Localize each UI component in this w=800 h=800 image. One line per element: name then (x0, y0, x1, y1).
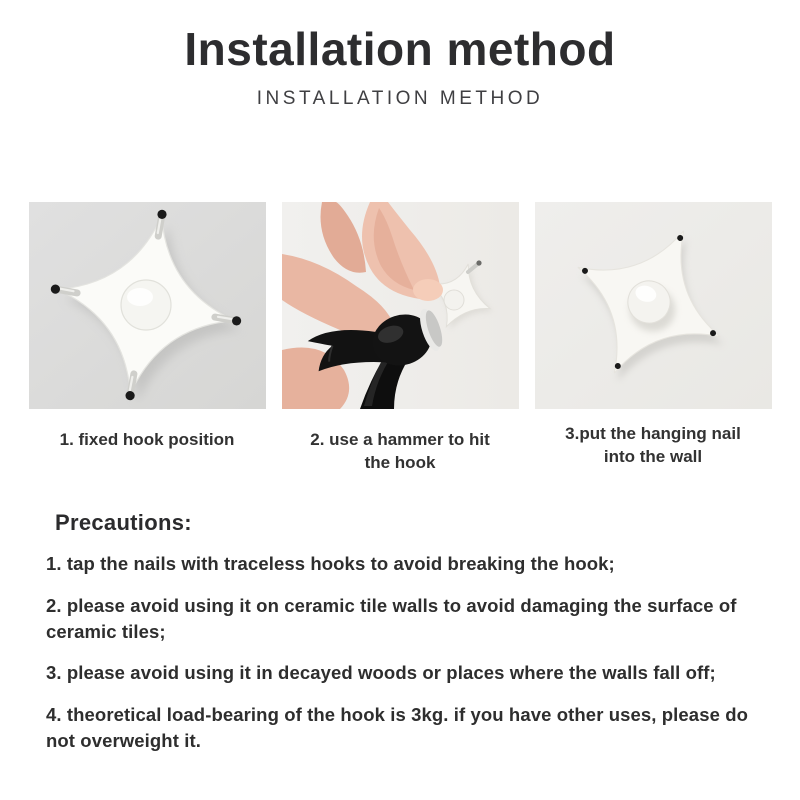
step-caption-2: 2. use a hammer to hit the hook (310, 429, 490, 472)
precautions-section (46, 510, 760, 754)
page-subtitle: INSTALLATION METHOD (256, 87, 544, 109)
step-figure-3 (535, 202, 772, 469)
step-caption-3: 3.put the hanging nail into the wall (565, 423, 741, 466)
precaution-item-2: 2. please avoid using it on ceramic tile walls to avoid damaging the surface of ceramic tiles; (46, 594, 737, 642)
star-hook-with-nails-photo (29, 202, 266, 409)
hook-mounted-on-wall-photo (535, 202, 772, 409)
step-figure-1 (29, 202, 266, 452)
hammer-hitting-hook-photo (282, 202, 519, 409)
step-figure-2 (282, 202, 519, 475)
precaution-item-4: 4. theoretical load-bearing of the hook is 3kg. if you have other uses, please do not overweight it. (46, 703, 749, 751)
header (0, 0, 800, 110)
precaution-item-3: 3. please avoid using it in decayed woods or places where the walls fall off; (46, 662, 716, 684)
steps-row (0, 202, 800, 475)
precaution-item-1: 1. tap the nails with traceless hooks to avoid breaking the hook; (46, 553, 615, 575)
page-title: Installation method (184, 23, 616, 75)
step-caption-1: 1. fixed hook position (59, 429, 235, 449)
precautions-heading: Precautions: (55, 510, 192, 536)
